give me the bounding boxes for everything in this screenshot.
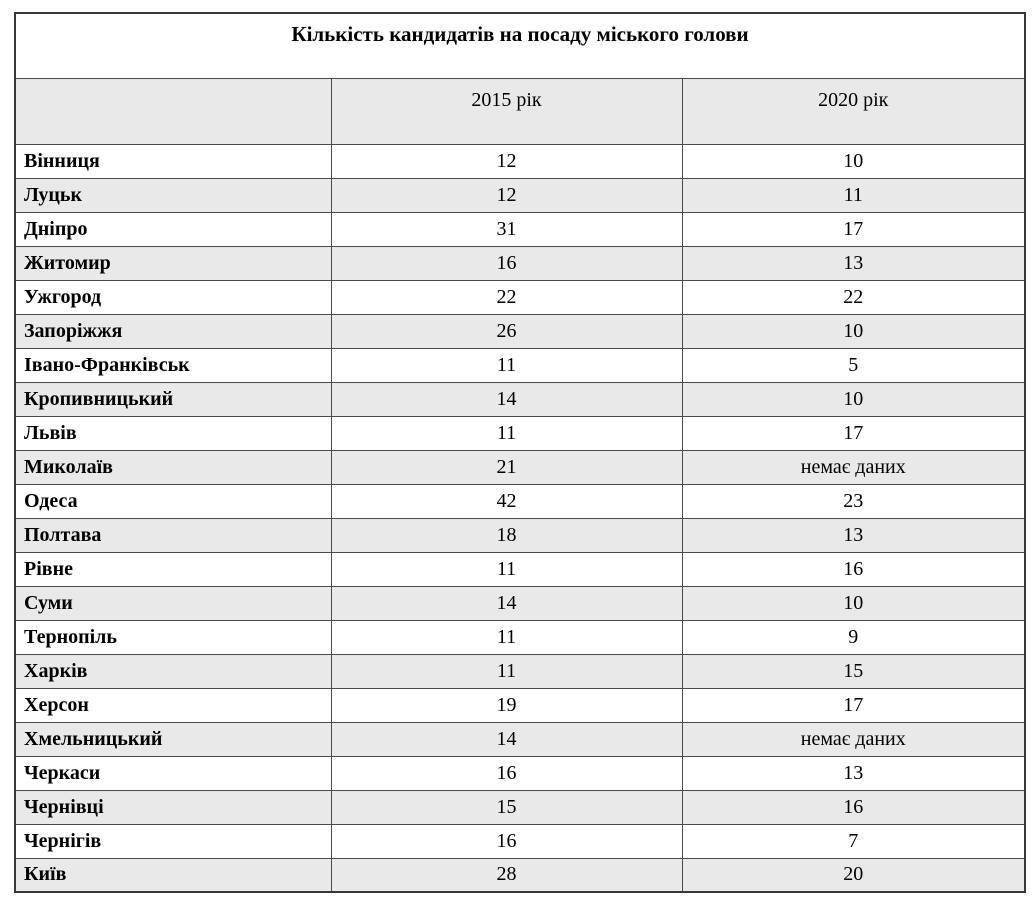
value-2015-cell: 11: [331, 620, 682, 654]
value-2015-cell: 14: [331, 586, 682, 620]
table-row: [15, 518, 1025, 552]
value-2020-cell: 10: [682, 586, 1025, 620]
candidates-table: [14, 12, 1026, 893]
value-2015-cell: 16: [331, 824, 682, 858]
table-row: [15, 416, 1025, 450]
value-2020-cell: 11: [682, 178, 1025, 212]
table-row: [15, 212, 1025, 246]
value-2020-cell: 10: [682, 144, 1025, 178]
value-2020-cell: 22: [682, 280, 1025, 314]
value-2015-cell: 21: [331, 450, 682, 484]
value-2020-cell: 5: [682, 348, 1025, 382]
table-body: [15, 144, 1025, 892]
table-row: [15, 382, 1025, 416]
value-2015-cell: 42: [331, 484, 682, 518]
header-row: [15, 78, 1025, 144]
column-header-2015: 2015 рік: [331, 78, 682, 144]
value-2020-cell: 10: [682, 382, 1025, 416]
city-name-cell: Херсон: [15, 688, 331, 722]
value-2015-cell: 19: [331, 688, 682, 722]
value-2015-cell: 11: [331, 654, 682, 688]
table-row: [15, 688, 1025, 722]
city-name-cell: Львів: [15, 416, 331, 450]
city-name-cell: Луцьк: [15, 178, 331, 212]
table-row: [15, 654, 1025, 688]
table-row: [15, 246, 1025, 280]
table-row: [15, 790, 1025, 824]
value-2020-cell: 13: [682, 756, 1025, 790]
value-2015-cell: 22: [331, 280, 682, 314]
city-name-cell: Хмельницький: [15, 722, 331, 756]
table-row: [15, 178, 1025, 212]
value-2015-cell: 14: [331, 722, 682, 756]
city-name-cell: Рівне: [15, 552, 331, 586]
city-name-cell: Миколаїв: [15, 450, 331, 484]
city-name-cell: Суми: [15, 586, 331, 620]
value-2015-cell: 18: [331, 518, 682, 552]
city-name-cell: Тернопіль: [15, 620, 331, 654]
city-name-cell: Ужгород: [15, 280, 331, 314]
value-2015-cell: 14: [331, 382, 682, 416]
value-2020-cell: 13: [682, 518, 1025, 552]
value-2015-cell: 31: [331, 212, 682, 246]
value-2020-cell: 23: [682, 484, 1025, 518]
table-row: [15, 620, 1025, 654]
value-2015-cell: 16: [331, 756, 682, 790]
value-2020-cell: 10: [682, 314, 1025, 348]
city-name-cell: Чернігів: [15, 824, 331, 858]
value-2015-cell: 12: [331, 144, 682, 178]
value-2020-cell: 20: [682, 858, 1025, 892]
title-row: [15, 13, 1025, 78]
value-2015-cell: 15: [331, 790, 682, 824]
value-2015-cell: 16: [331, 246, 682, 280]
value-2015-cell: 28: [331, 858, 682, 892]
table-row: [15, 756, 1025, 790]
table-title: Кількість кандидатів на посаду міського голови: [15, 13, 1025, 78]
value-2015-cell: 26: [331, 314, 682, 348]
city-name-cell: Вінниця: [15, 144, 331, 178]
value-2020-cell: 17: [682, 688, 1025, 722]
city-name-cell: Чернівці: [15, 790, 331, 824]
city-name-cell: Одеса: [15, 484, 331, 518]
city-name-cell: Черкаси: [15, 756, 331, 790]
value-2020-cell: 7: [682, 824, 1025, 858]
table-row: [15, 722, 1025, 756]
value-2020-cell: 17: [682, 212, 1025, 246]
city-name-cell: Харків: [15, 654, 331, 688]
city-name-cell: Житомир: [15, 246, 331, 280]
value-2020-cell: 13: [682, 246, 1025, 280]
table-row: [15, 450, 1025, 484]
table-row: [15, 348, 1025, 382]
city-name-cell: Івано-Франківськ: [15, 348, 331, 382]
value-2015-cell: 11: [331, 416, 682, 450]
value-2020-cell: 15: [682, 654, 1025, 688]
value-2020-cell: немає даних: [682, 722, 1025, 756]
column-header-2020: 2020 рік: [682, 78, 1025, 144]
table-row: [15, 552, 1025, 586]
value-2015-cell: 11: [331, 348, 682, 382]
value-2020-cell: 9: [682, 620, 1025, 654]
city-name-cell: Кропивницький: [15, 382, 331, 416]
table-row: [15, 484, 1025, 518]
value-2020-cell: 17: [682, 416, 1025, 450]
value-2015-cell: 11: [331, 552, 682, 586]
table-row: [15, 314, 1025, 348]
city-name-cell: Дніпро: [15, 212, 331, 246]
value-2020-cell: 16: [682, 552, 1025, 586]
table-row: [15, 280, 1025, 314]
table-row: [15, 144, 1025, 178]
city-name-cell: Київ: [15, 858, 331, 892]
city-name-cell: Полтава: [15, 518, 331, 552]
city-name-cell: Запоріжжя: [15, 314, 331, 348]
column-header-city: [15, 78, 331, 144]
value-2020-cell: немає даних: [682, 450, 1025, 484]
value-2015-cell: 12: [331, 178, 682, 212]
table-row: [15, 858, 1025, 892]
value-2020-cell: 16: [682, 790, 1025, 824]
table-row: [15, 824, 1025, 858]
table-row: [15, 586, 1025, 620]
